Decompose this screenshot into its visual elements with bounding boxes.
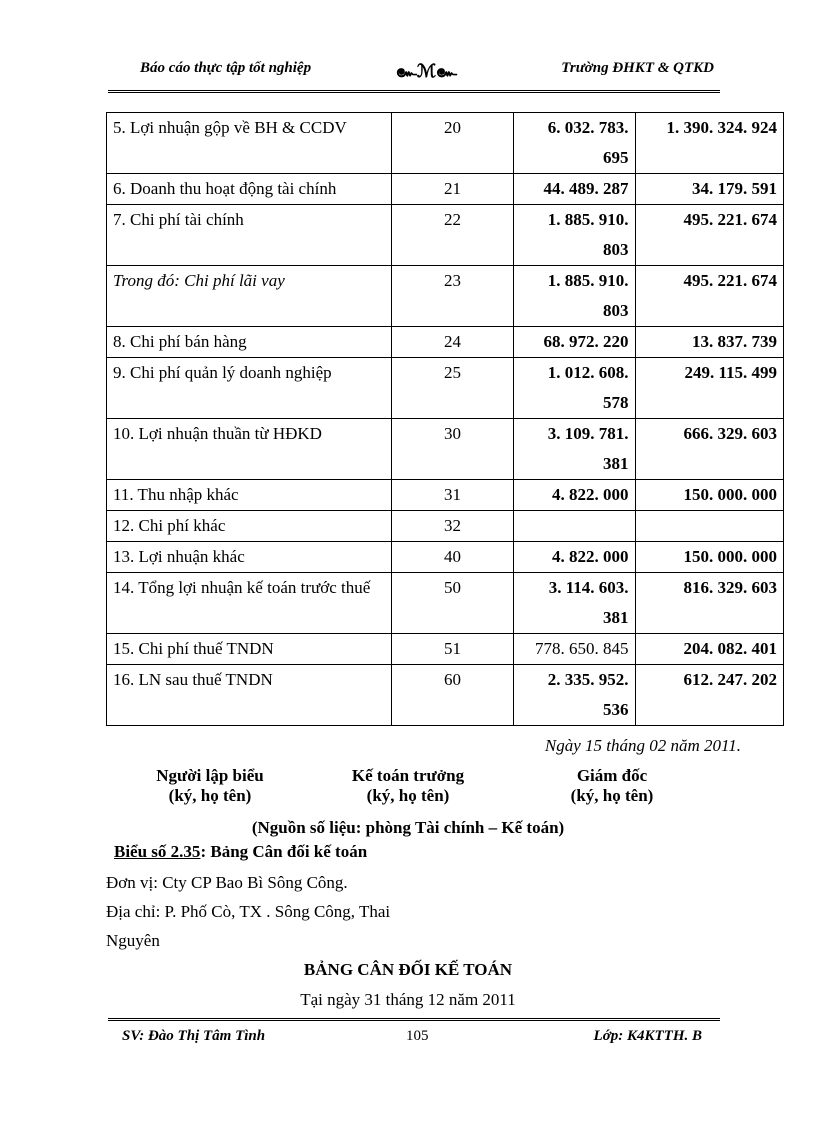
value-line-cont: 803	[603, 240, 629, 259]
signature-title: Người lập biểu	[156, 766, 264, 785]
row-code: 25	[391, 358, 514, 419]
row-value-previous: 150. 000. 000	[635, 542, 783, 573]
signature-preparer	[130, 766, 290, 806]
row-value-current	[514, 542, 635, 573]
row-label: 8. Chi phí bán hàng	[107, 327, 392, 358]
table-row	[107, 542, 784, 573]
value-line: 4. 822. 000	[552, 485, 629, 504]
row-value-previous: 1. 390. 324. 924	[635, 113, 783, 174]
row-label: 13. Lợi nhuận khác	[107, 542, 392, 573]
row-code: 40	[391, 542, 514, 573]
row-code: 32	[391, 511, 514, 542]
table-row	[107, 480, 784, 511]
row-value-current	[514, 113, 635, 174]
signature-note: (ký, họ tên)	[366, 786, 450, 805]
row-code: 60	[391, 665, 514, 726]
document-subtitle: Tại ngày 31 tháng 12 năm 2011	[300, 990, 516, 1009]
row-label: 7. Chi phí tài chính	[107, 205, 392, 266]
address-line-2: Nguyên	[106, 931, 160, 950]
row-value-previous: 495. 221. 674	[635, 205, 783, 266]
header-left: Báo cáo thực tập tốt nghiệp	[140, 60, 312, 76]
row-label: 6. Doanh thu hoạt động tài chính	[107, 174, 392, 205]
table-row	[107, 419, 784, 480]
row-code: 21	[391, 174, 514, 205]
table-row	[107, 358, 784, 419]
value-line: 1. 885. 910.	[547, 210, 629, 229]
row-value-current	[514, 573, 635, 634]
value-line-cont: 381	[603, 454, 629, 473]
table-caption	[114, 842, 367, 862]
caption-text: : Bảng Cân đối kế toán	[200, 842, 368, 861]
row-code: 50	[391, 573, 514, 634]
row-label: Trong đó: Chi phí lãi vay	[107, 266, 392, 327]
row-value-previous: 204. 082. 401	[635, 634, 783, 665]
row-label: 15. Chi phí thuế TNDN	[107, 634, 392, 665]
table-row	[107, 266, 784, 327]
table-row	[107, 327, 784, 358]
page-number: 105	[406, 1028, 429, 1044]
signature-note: (ký, họ tên)	[168, 786, 252, 805]
row-value-previous: 13. 837. 739	[635, 327, 783, 358]
row-value-previous: 495. 221. 674	[635, 266, 783, 327]
row-value-previous: 34. 179. 591	[635, 174, 783, 205]
row-code: 24	[391, 327, 514, 358]
row-code: 31	[391, 480, 514, 511]
value-line-cont: 803	[603, 301, 629, 320]
signature-title: Kế toán trưởng	[351, 766, 465, 785]
header-ornament: ๛ℳ๛	[396, 61, 457, 81]
row-label: 9. Chi phí quản lý doanh nghiệp	[107, 358, 392, 419]
row-value-previous: 249. 115. 499	[635, 358, 783, 419]
source-note: (Nguồn số liệu: phòng Tài chính – Kế toán)	[251, 818, 565, 837]
row-value-current	[514, 480, 635, 511]
footer-student: SV: Đào Thị Tâm Tình	[122, 1028, 266, 1044]
row-label: 11. Thu nhập khác	[107, 480, 392, 511]
value-line: 3. 114. 603.	[548, 578, 629, 597]
value-line-cont: 695	[603, 148, 629, 167]
row-code: 51	[391, 634, 514, 665]
row-value-current	[514, 511, 635, 542]
value-line: 3. 109. 781.	[547, 424, 629, 443]
header-right: Trường ĐHKT & QTKD	[561, 60, 714, 76]
row-label: 10. Lợi nhuận thuần từ HĐKD	[107, 419, 392, 480]
row-value-current	[514, 419, 635, 480]
value-line: 6. 032. 783.	[547, 118, 629, 137]
table-row	[107, 511, 784, 542]
value-line-cont: 381	[603, 608, 629, 627]
row-value-current	[514, 174, 635, 205]
table-row	[107, 634, 784, 665]
value-line: 4. 822. 000	[552, 547, 629, 566]
row-value-previous: 150. 000. 000	[635, 480, 783, 511]
date-line: Ngày 15 tháng 02 năm 2011.	[544, 736, 741, 755]
value-line: 1. 012. 608.	[547, 363, 629, 382]
value-line: 44. 489. 287	[543, 179, 629, 198]
row-label: 5. Lợi nhuận gộp về BH & CCDV	[107, 113, 392, 174]
row-value-previous: 612. 247. 202	[635, 665, 783, 726]
page-header	[108, 58, 720, 80]
value-line-cont: 578	[603, 393, 629, 412]
table-row	[107, 573, 784, 634]
row-value-current	[514, 665, 635, 726]
row-label: 12. Chi phí khác	[107, 511, 392, 542]
unit-line: Đơn vị: Cty CP Bao Bì Sông Công.	[106, 873, 348, 892]
row-code: 30	[391, 419, 514, 480]
value-line: 778. 650. 845	[535, 639, 629, 658]
footer-divider	[108, 1018, 720, 1021]
row-value-current	[514, 266, 635, 327]
row-code: 23	[391, 266, 514, 327]
table-row	[107, 665, 784, 726]
document-title: BẢNG CÂN ĐỐI KẾ TOÁN	[303, 960, 513, 979]
value-line-cont: 536	[603, 700, 629, 719]
row-value-previous: 666. 329. 603	[635, 419, 783, 480]
header-divider	[108, 90, 720, 93]
row-code: 22	[391, 205, 514, 266]
value-line: 2. 335. 952.	[547, 670, 629, 689]
row-value-current	[514, 634, 635, 665]
row-value-current	[514, 327, 635, 358]
table-row	[107, 205, 784, 266]
row-code: 20	[391, 113, 514, 174]
table-row	[107, 174, 784, 205]
signature-director	[532, 766, 692, 806]
address-line-1: Địa chỉ: P. Phố Cò, TX . Sông Công, Thai	[106, 902, 391, 921]
signature-note: (ký, họ tên)	[570, 786, 654, 805]
signature-chief-accountant	[328, 766, 488, 806]
row-value-current	[514, 205, 635, 266]
row-value-current	[514, 358, 635, 419]
caption-label: Biểu số 2.35	[114, 842, 201, 861]
signature-title: Giám đốc	[576, 766, 648, 785]
row-value-previous	[635, 511, 783, 542]
value-line: 1. 885. 910.	[547, 271, 629, 290]
table-row	[107, 113, 784, 174]
row-label: 14. Tổng lợi nhuận kế toán trước thuế	[107, 573, 392, 634]
footer-class: Lớp: K4KTTH. B	[593, 1028, 702, 1044]
row-label: 16. LN sau thuế TNDN	[107, 665, 392, 726]
row-value-previous: 816. 329. 603	[635, 573, 783, 634]
income-statement-table	[106, 112, 784, 726]
value-line: 68. 972. 220	[543, 332, 629, 351]
